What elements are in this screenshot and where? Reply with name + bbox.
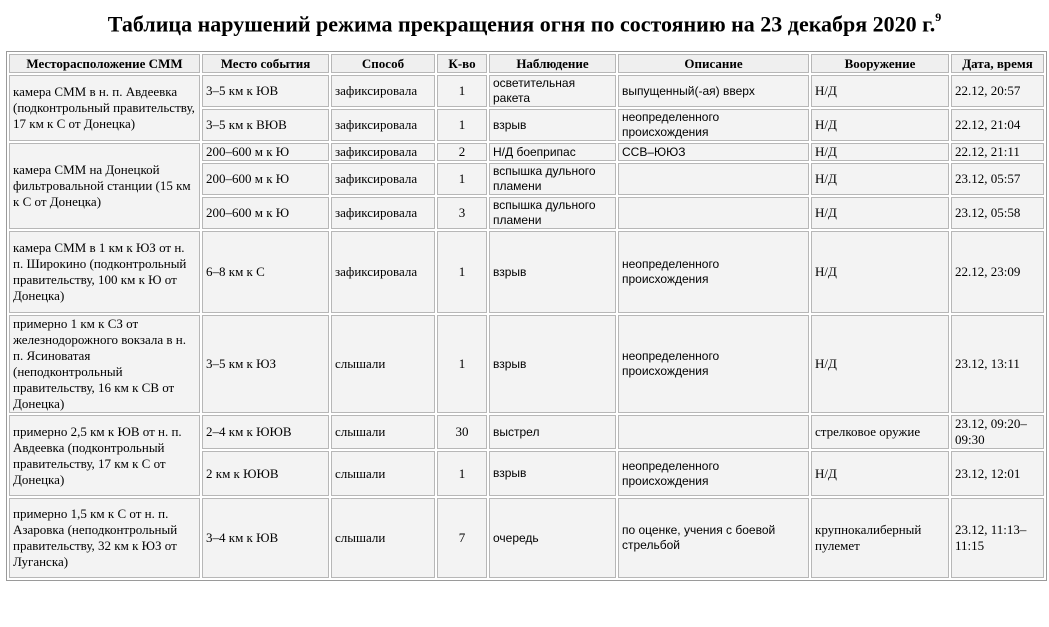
cell-observation: взрыв [489,315,616,413]
cell-method: слышали [331,315,435,413]
table-row [9,231,1044,313]
cell-weapon: Н/Д [811,163,949,195]
cell-location: камера СММ на Донецкой фильтровальной станции (15 км к С от Донецка) [9,143,200,229]
header-location: Месторасположение СММ [9,54,200,73]
cell-method: зафиксировала [331,163,435,195]
table-row [9,75,1044,107]
cell-method: зафиксировала [331,109,435,141]
cell-datetime: 23.12, 12:01 [951,451,1044,496]
cell-method: слышали [331,498,435,578]
cell-observation: взрыв [489,231,616,313]
cell-place: 3–4 км к ЮВ [202,498,329,578]
cell-method: зафиксировала [331,197,435,229]
cell-description [618,197,809,229]
cell-location: камера СММ в н. п. Авдеевка (подконтрольный правительству, 17 км к С от Донецка) [9,75,200,141]
table-row [9,315,1044,413]
cell-description: неопределенного происхождения [618,451,809,496]
cell-place: 6–8 км к С [202,231,329,313]
cell-location: камера СММ в 1 км к ЮЗ от н. п. Широкино (подконтрольный правительству, 100 км к Ю от Донецка) [9,231,200,313]
header-description: Описание [618,54,809,73]
cell-count: 7 [437,498,487,578]
header-method: Способ [331,54,435,73]
cell-count: 3 [437,197,487,229]
cell-observation: выстрел [489,415,616,449]
cell-count: 1 [437,75,487,107]
cell-count: 1 [437,451,487,496]
cell-weapon: Н/Д [811,451,949,496]
cell-weapon: Н/Д [811,143,949,161]
cell-weapon: Н/Д [811,197,949,229]
cell-location: примерно 2,5 км к ЮВ от н. п. Авдеевка (подконтрольный правительству, 17 км к С от Донецка) [9,415,200,496]
cell-observation: Н/Д боеприпас [489,143,616,161]
header-count: К-во [437,54,487,73]
cell-weapon: Н/Д [811,75,949,107]
cell-description [618,163,809,195]
ceasefire-violations-table [6,51,1047,581]
cell-count: 30 [437,415,487,449]
title-footnote: 9 [935,10,942,24]
cell-description [618,415,809,449]
cell-description: неопределенного происхождения [618,109,809,141]
cell-place: 2 км к ЮЮВ [202,451,329,496]
cell-place: 200–600 м к Ю [202,163,329,195]
table-row [9,498,1044,578]
cell-datetime: 23.12, 05:58 [951,197,1044,229]
cell-method: слышали [331,415,435,449]
cell-location: примерно 1 км к СЗ от железнодорожного вокзала в н. п. Ясиноватая (неподконтрольный правительству, 16 км к СВ от Донецка) [9,315,200,413]
cell-weapon: Н/Д [811,231,949,313]
table-row [9,143,1044,161]
cell-method: зафиксировала [331,75,435,107]
cell-weapon: Н/Д [811,109,949,141]
cell-datetime: 23.12, 13:11 [951,315,1044,413]
cell-observation: вспышка дульного пламени [489,163,616,195]
table-title [4,6,1045,37]
cell-observation: очередь [489,498,616,578]
cell-method: слышали [331,451,435,496]
cell-place: 3–5 км к ЮВ [202,75,329,107]
header-observation: Наблюдение [489,54,616,73]
title-text: Таблица нарушений режима прекращения огня по состоянию на 23 декабря 2020 г. [107,11,936,37]
cell-observation: взрыв [489,109,616,141]
cell-description: по оценке, учения с боевой стрельбой [618,498,809,578]
cell-datetime: 22.12, 21:04 [951,109,1044,141]
cell-count: 2 [437,143,487,161]
cell-datetime: 23.12, 11:13–11:15 [951,498,1044,578]
cell-count: 1 [437,231,487,313]
cell-description: ССВ–ЮЮЗ [618,143,809,161]
cell-description: выпущенный(-ая) вверх [618,75,809,107]
table-body [9,75,1044,578]
cell-observation: взрыв [489,451,616,496]
header-datetime: Дата, время [951,54,1044,73]
cell-place: 3–5 км к ЮЗ [202,315,329,413]
cell-method: зафиксировала [331,143,435,161]
cell-place: 200–600 м к Ю [202,197,329,229]
header-place: Место события [202,54,329,73]
header-weapon: Вооружение [811,54,949,73]
cell-place: 2–4 км к ЮЮВ [202,415,329,449]
cell-description: неопределенного происхождения [618,231,809,313]
cell-place: 3–5 км к ВЮВ [202,109,329,141]
cell-observation: вспышка дульного пламени [489,197,616,229]
cell-method: зафиксировала [331,231,435,313]
cell-description: неопределенного происхождения [618,315,809,413]
header-row [9,54,1044,73]
cell-datetime: 23.12, 05:57 [951,163,1044,195]
cell-observation: осветительная ракета [489,75,616,107]
cell-count: 1 [437,109,487,141]
cell-location: примерно 1,5 км к С от н. п. Азаровка (неподконтрольный правительству, 32 км к ЮЗ от Луганска) [9,498,200,578]
cell-datetime: 22.12, 20:57 [951,75,1044,107]
cell-datetime: 23.12, 09:20–09:30 [951,415,1044,449]
cell-weapon: стрелковое оружие [811,415,949,449]
cell-place: 200–600 м к Ю [202,143,329,161]
cell-count: 1 [437,315,487,413]
cell-weapon: Н/Д [811,315,949,413]
cell-datetime: 22.12, 21:11 [951,143,1044,161]
cell-weapon: крупнокалиберный пулемет [811,498,949,578]
cell-count: 1 [437,163,487,195]
cell-datetime: 22.12, 23:09 [951,231,1044,313]
table-row [9,415,1044,449]
